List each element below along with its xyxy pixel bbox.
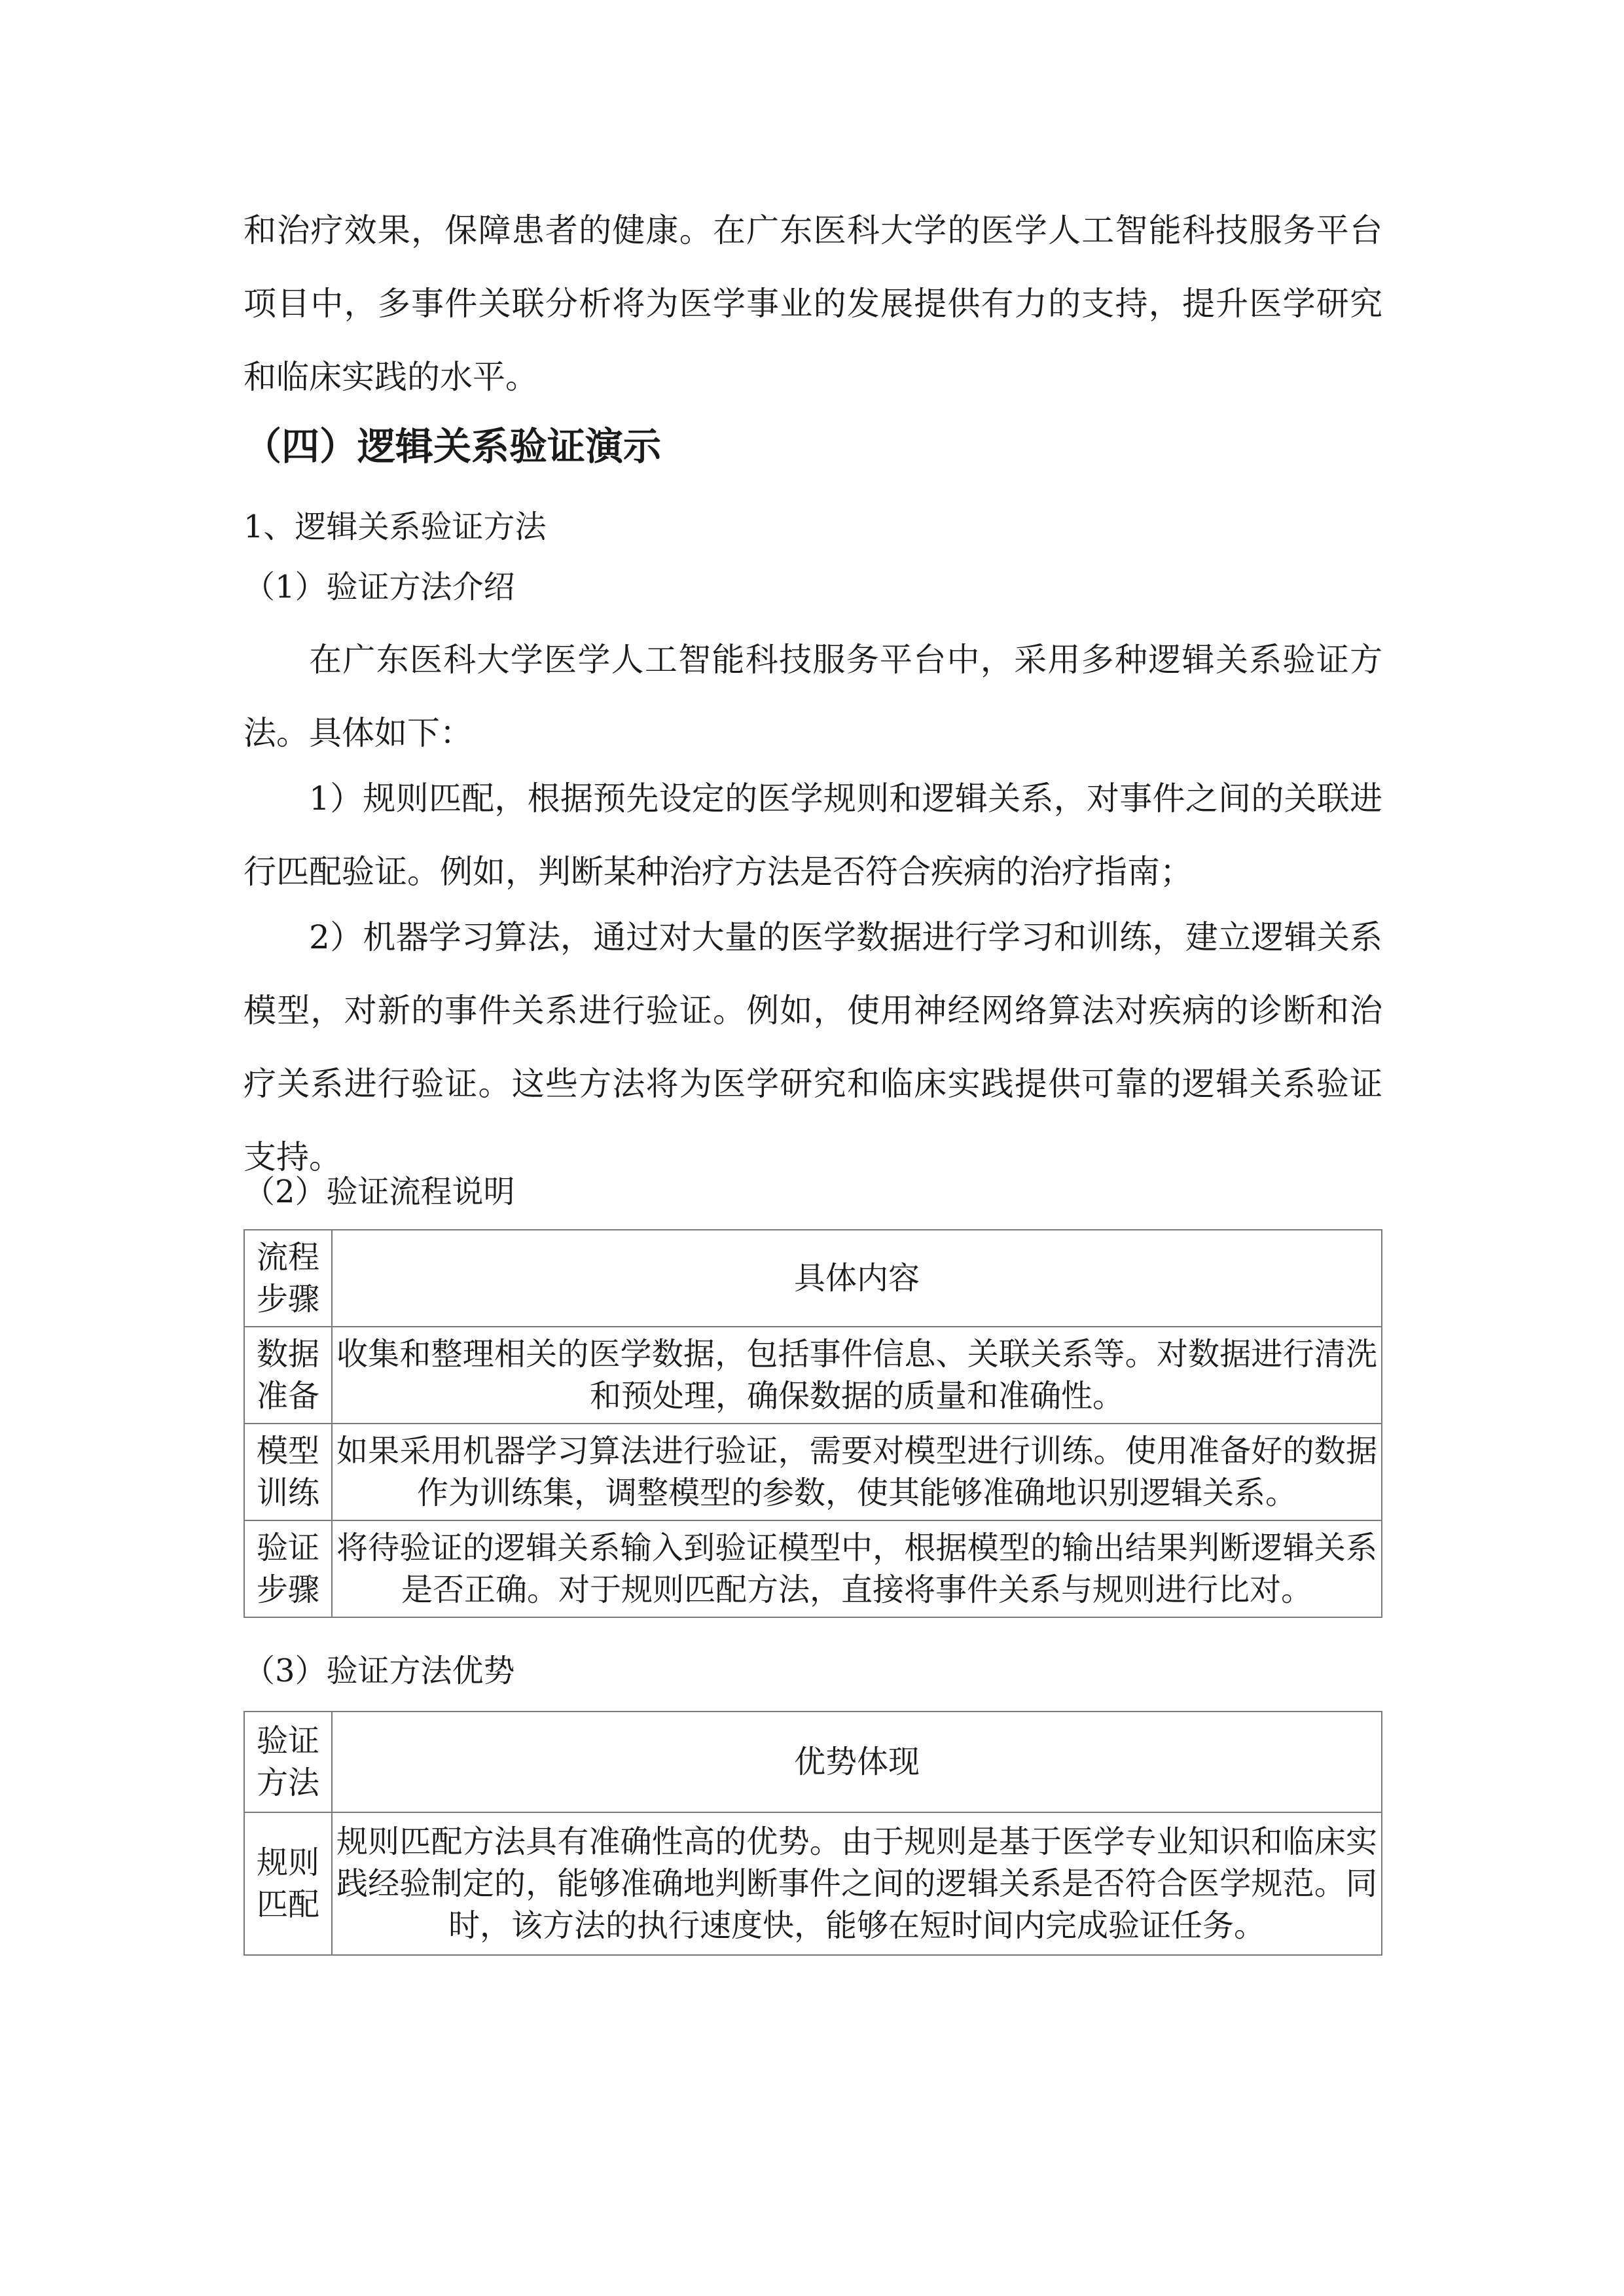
table-header-row	[244, 1230, 1382, 1327]
table-header-cell: 优势体现	[332, 1712, 1382, 1812]
part3-title: （3）验证方法优势	[244, 1653, 515, 1689]
table-cell-content: 收集和整理相关的医学数据，包括事件信息、关联关系等。对数据进行清洗和预处理，确保数据的质量和准确性。	[332, 1327, 1382, 1424]
table-cell-content: 将待验证的逻辑关系输入到验证模型中，根据模型的输出结果判断逻辑关系是否正确。对于规则匹配方法，直接将事件关系与规则进行比对。	[332, 1520, 1382, 1617]
table-row	[244, 1327, 1382, 1424]
table-cell-content: 如果采用机器学习算法进行验证，需要对模型进行训练。使用准备好的数据作为训练集，调整模型的参数，使其能够准确地识别逻辑关系。	[332, 1424, 1382, 1520]
table-header-row	[244, 1712, 1382, 1812]
table-row	[244, 1424, 1382, 1520]
method-paragraph: 在广东医科大学医学人工智能科技服务平台中，采用多种逻辑关系验证方法。具体如下：	[244, 641, 1382, 752]
table-cell-content: 规则匹配方法具有准确性高的优势。由于规则是基于医学专业知识和临床实践经验制定的，能够准确地判断事件之间的逻辑关系是否符合医学规范。同时，该方法的执行速度快，能够在短时间内完成验证任务。	[332, 1812, 1382, 1955]
rule-matching-paragraph: 1）规则匹配，根据预先设定的医学规则和逻辑关系，对事件之间的关联进行匹配验证。例如，判断某种治疗方法是否符合疾病的治疗指南；	[244, 780, 1382, 891]
part2-title: （2）验证流程说明	[244, 1174, 515, 1210]
process-table	[244, 1229, 1382, 1618]
table-cell-step: 验证步骤	[244, 1520, 332, 1617]
intro-paragraph: 和治疗效果，保障患者的健康。在广东医科大学的医学人工智能科技服务平台项目中，多事件关联分析将为医学事业的发展提供有力的支持，提升医学研究和临床实践的水平。	[244, 211, 1382, 396]
section-heading: （四）逻辑关系验证演示	[244, 424, 662, 469]
table-cell-step: 数据准备	[244, 1327, 332, 1424]
table-header-cell: 验证方法	[244, 1712, 332, 1812]
table-row	[244, 1812, 1382, 1955]
ml-paragraph: 2）机器学习算法，通过对大量的医学数据进行学习和训练，建立逻辑关系模型，对新的事件关系进行验证。例如，使用神经网络算法对疾病的诊断和治疗关系进行验证。这些方法将为医学研究和临床实践提供可靠的逻辑关系验证支持。	[244, 918, 1382, 1176]
subheading: 1、逻辑关系验证方法	[244, 509, 547, 545]
table-header-cell: 流程步骤	[244, 1230, 332, 1327]
table-header-cell: 具体内容	[332, 1230, 1382, 1327]
table-row	[244, 1520, 1382, 1617]
table-cell-step: 规则匹配	[244, 1812, 332, 1955]
part1-title: （1）验证方法介绍	[244, 569, 515, 605]
advantage-table	[244, 1711, 1382, 1956]
table-cell-step: 模型训练	[244, 1424, 332, 1520]
